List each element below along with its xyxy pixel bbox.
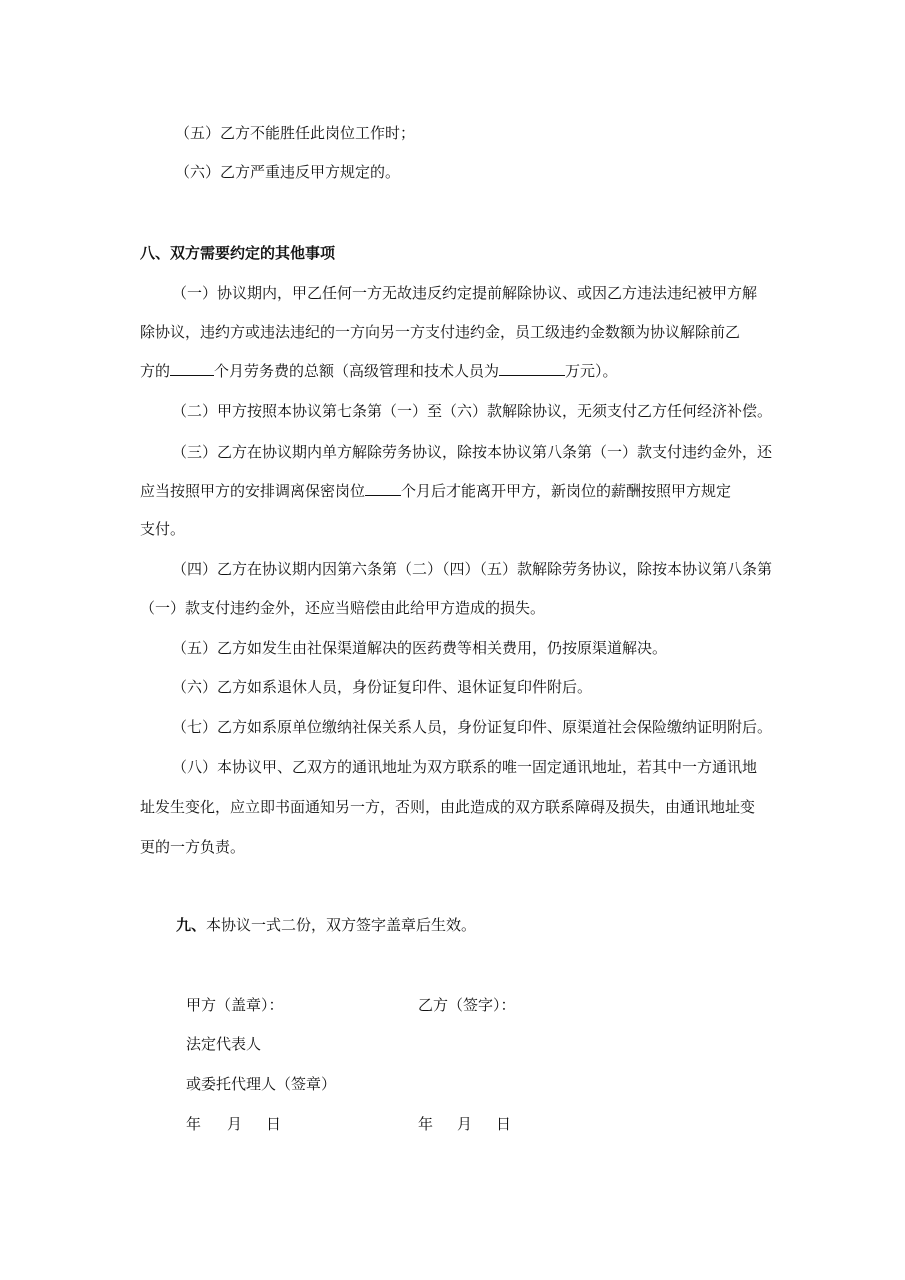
clause-7-item-6: （六）乙方严重违反甲方规定的。 [175,163,401,181]
section-8-p3-line2 [140,480,731,502]
party-b-signature-label: 乙方（签字）： [418,996,516,1014]
section-8-p3-line2-a: 应当按照甲方的安排调离保密岗位 [140,482,366,500]
party-a-date-day: 日 [266,1115,282,1133]
months-blank [170,360,214,376]
section-8-p7: （七）乙方如系原单位缴纳社保关系人员，身份证复印件、原渠道社会保险缴纳证明附后。 [172,718,773,736]
clause-7-item-5: （五）乙方不能胜任此岗位工作时； [175,124,416,142]
authorized-agent-label: 或委托代理人（签章） [186,1075,337,1093]
section-9-heading: 九、 [176,916,207,934]
section-8-p3-line2-b: 个月后才能离开甲方，新岗位的薪酬按照甲方规定 [401,482,732,500]
party-a-seal-label: 甲方（盖章）： [186,996,284,1014]
legal-representative-label: 法定代表人 [186,1035,262,1053]
section-8-p6: （六）乙方如系退休人员，身份证复印件、退休证复印件附后。 [172,678,593,696]
section-8-heading: 八、双方需要约定的其他事项 [140,244,336,262]
section-8-p1-line3 [140,360,618,382]
party-b-date-day: 日 [496,1115,512,1133]
section-8-p4-line1: （四）乙方在协议期内因第六条第（二）（四）（五）款解除劳务协议，除按本协议第八条第 [172,560,773,578]
party-b-date-month: 月 [457,1115,473,1133]
party-b-date-year: 年 [418,1115,434,1133]
section-8-p8-line2: 址发生变化，应立即书面通知另一方，否则，由此造成的双方联系障碍及损失，由通讯地址变 [140,798,756,816]
amount-blank [499,360,565,376]
section-8-p2: （二）甲方按照本协议第七条第（一）至（六）款解除协议，无须支付乙方任何经济补偿。 [172,402,773,420]
section-8-p1-line1: （一）协议期内，甲乙任何一方无故违反约定提前解除协议、或因乙方违法违纪被甲方解 [172,284,758,302]
section-9 [176,914,476,936]
section-8-p1-line2: 除协议，违约方或违法违纪的一方向另一方支付违约金，员工级违约金数额为协议解除前乙 [140,323,741,341]
transfer-months-blank [365,480,401,496]
section-8-p5: （五）乙方如发生由社保渠道解决的医药费等相关费用，仍按原渠道解决。 [172,639,668,657]
party-a-date-month: 月 [227,1115,243,1133]
party-a-date-year: 年 [186,1115,202,1133]
section-8-p1-line3-c: 万元）。 [565,362,618,380]
section-8-p3-line1: （三）乙方在协议期内单方解除劳务协议，除按本协议第八条第（一）款支付违约金外，还 [172,443,773,461]
section-9-text: 本协议一式二份，双方签字盖章后生效。 [206,916,477,934]
section-8-p4-line2: （一）款支付违约金外，还应当赔偿由此给甲方造成的损失。 [140,599,546,617]
section-8-p1-line3-a: 方的 [140,362,171,380]
section-8-p1-line3-b: 个月劳务费的总额（高级管理和技术人员为 [214,362,500,380]
section-8-p3-line3: 支付。 [140,520,186,538]
section-8-p8-line1: （八）本协议甲、乙双方的通讯地址为双方联系的唯一固定通讯地址，若其中一方通讯地 [172,758,758,776]
section-8-p8-line3: 更的一方负责。 [140,838,246,856]
